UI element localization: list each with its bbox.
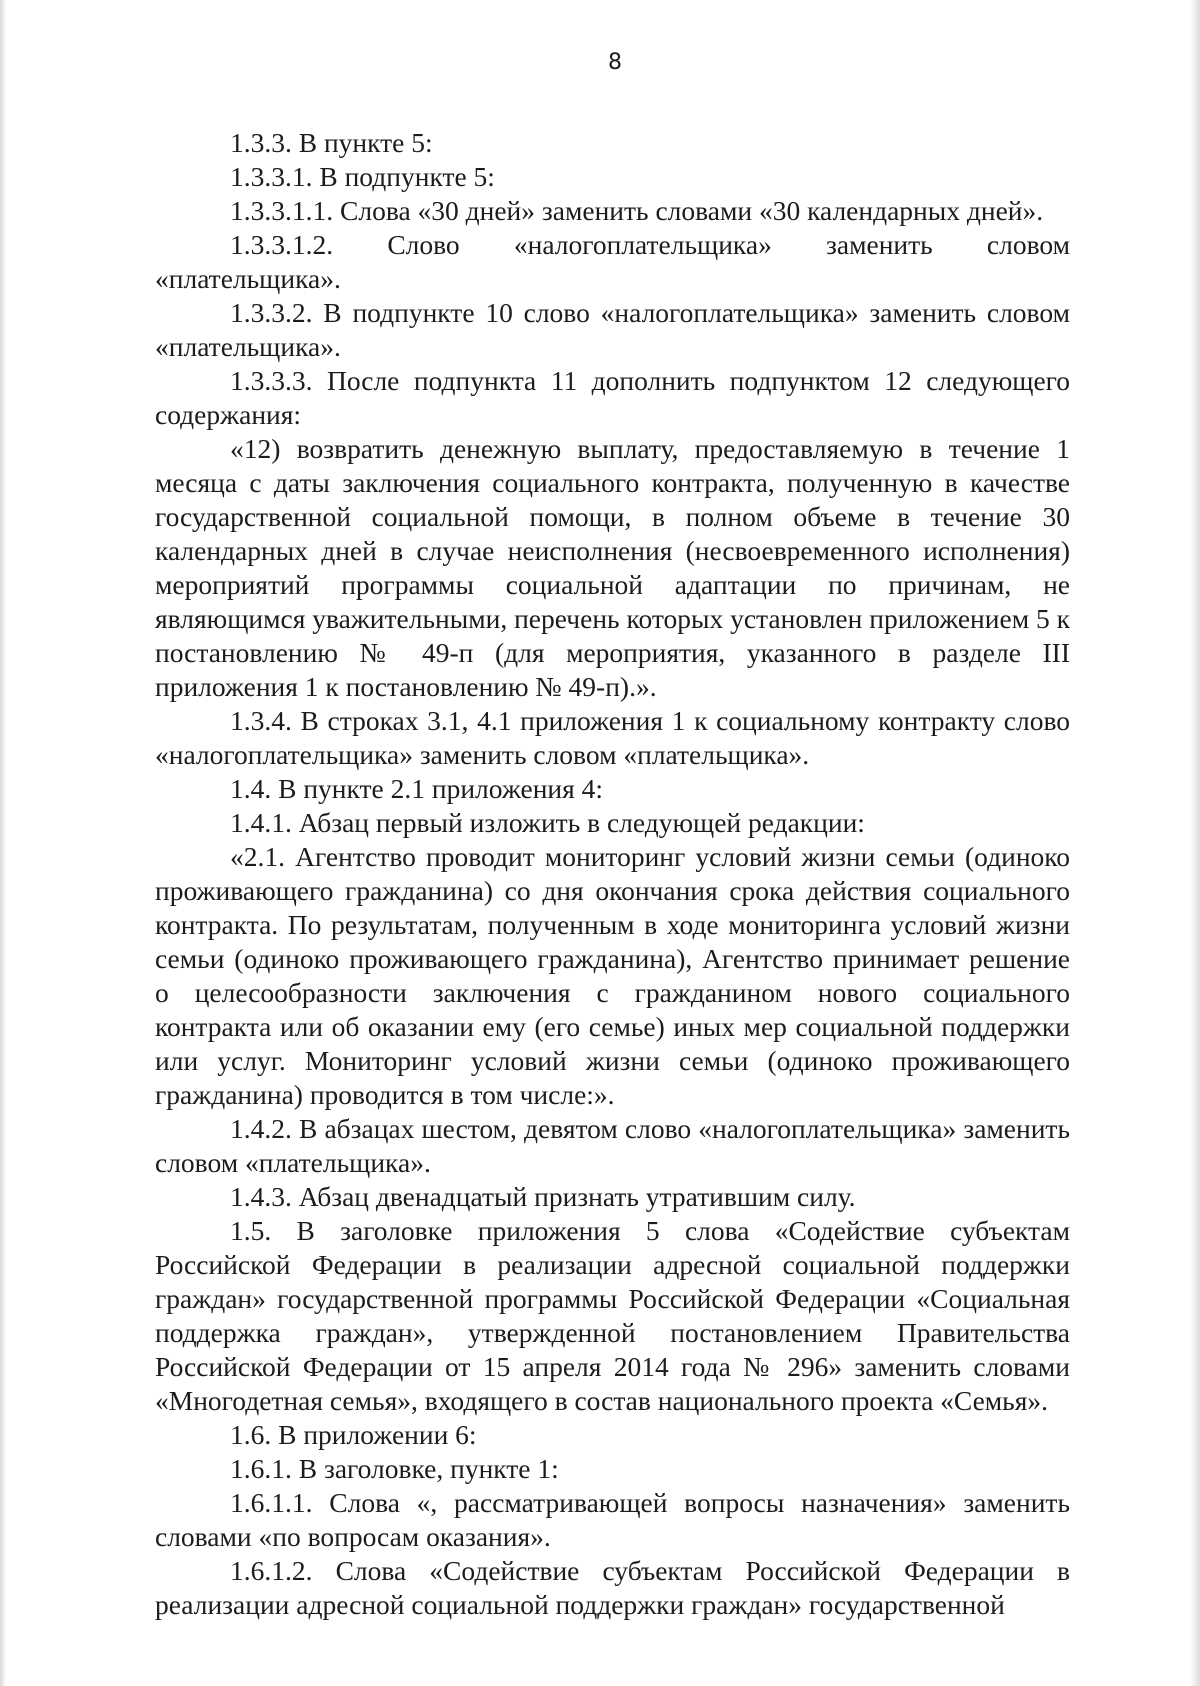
paragraph: 1.4. В пункте 2.1 приложения 4: — [230, 773, 604, 804]
scan-edge-right — [1190, 0, 1200, 1686]
paragraph: 1.4.2. В абзацах шестом, девятом слово «налогоплательщика» заменить словом «плательщика». — [155, 1113, 1070, 1178]
body-text — [155, 126, 1070, 1622]
paragraph: 1.4.3. Абзац двенадцатый признать утратившим силу. — [230, 1181, 856, 1212]
paragraph: 1.6.1. В заголовке, пункте 1: — [230, 1453, 559, 1484]
paragraph: 1.3.3.1. В подпункте 5: — [230, 161, 495, 192]
paragraph: 1.3.3.3. После подпункта 11 дополнить подпунктом 12 следующего содержания: — [155, 365, 1070, 430]
paragraph: «2.1. Агентство проводит мониторинг условий жизни семьи (одиноко проживающего гражданина) со дня окончания срока действия социального контракта. По результатам, полученным в ходе мониторинга условий жизни семьи (одиноко проживающего гражданина), Агентство принимает решение о целесообразности заключения с гражданином нового социального контракта или об оказании ему (его семье) иных мер социальной поддержки или услуг. Мониторинг условий жизни семьи (одиноко проживающего гражданина) проводится в том числе:». — [155, 841, 1070, 1110]
paragraph: 1.6.1.1. Слова «, рассматривающей вопросы назначения» заменить словами «по вопросам оказания». — [155, 1487, 1070, 1552]
paragraph: 1.3.3.2. В подпункте 10 слово «налогоплательщика» заменить словом «плательщика». — [155, 297, 1070, 362]
paragraph: 1.5. В заголовке приложения 5 слова «Содействие субъектам Российской Федерации в реализации адресной социальной поддержки граждан» государственной программы Российской Федерации «Социальная поддержка граждан», утвержденной постановлением Правительства Российской Федерации от 15 апреля 2014 года № 296» заменить словами «Многодетная семья», входящего в состав национального проекта «Семья». — [155, 1215, 1070, 1416]
page-number: 8 — [608, 50, 622, 75]
paragraph: 1.6. В приложении 6: — [230, 1419, 477, 1450]
paragraph: 1.3.3. В пункте 5: — [230, 127, 433, 158]
paragraph: «12) возвратить денежную выплату, предоставляемую в течение 1 месяца с даты заключения социального контракта, полученную в качестве государственной социальной помощи, в полном объеме в течение 30 календарных дней в случае неисполнения (несвоевременного исполнения) мероприятий программы социальной адаптации по причинам, не являющимся уважительными, перечень которых установлен приложением 5 к постановлению № 49-п (для мероприятия, указанного в разделе III приложения 1 к постановлению № 49-п).». — [155, 433, 1070, 702]
scan-edge-left — [0, 0, 6, 1686]
paragraph: 1.3.4. В строках 3.1, 4.1 приложения 1 к социальному контракту слово «налогоплательщика» заменить словом «плательщика». — [155, 705, 1070, 770]
paragraph: 1.3.3.1.2. Слово «налогоплательщика» заменить словом «плательщика». — [155, 229, 1070, 294]
paragraph: 1.6.1.2. Слова «Содействие субъектам Российской Федерации в реализации адресной социальной поддержки граждан» государственной — [155, 1555, 1070, 1620]
paragraph: 1.3.3.1.1. Слова «30 дней» заменить словами «30 календарных дней». — [230, 195, 1044, 226]
paragraph: 1.4.1. Абзац первый изложить в следующей редакции: — [230, 807, 865, 838]
